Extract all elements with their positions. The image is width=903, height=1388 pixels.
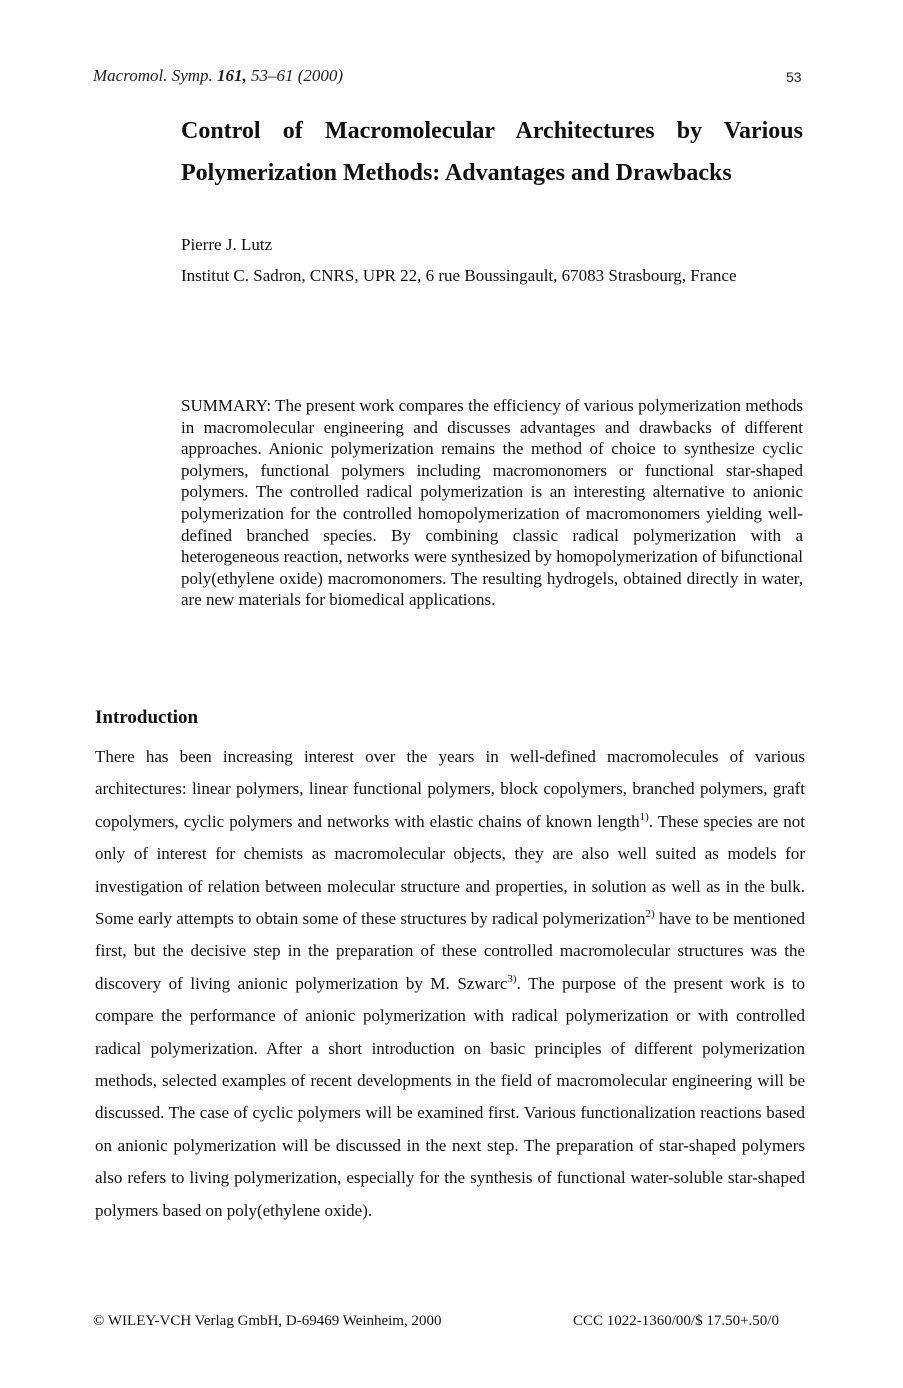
intro-text-4: . The purpose of the present work is to compare the performance of anionic polymerization with radical polymerization or with controlled radical polymerization. After a short introduction on basic principles of different polymerization methods, selected examples of recent developments in the field of macromolecular engineering will be discussed. The case of cyclic polymers will be examined first. Various functionalization reactions based on anionic polymerization will be discussed in the next step. The preparation of star-shaped polymers also refers to living polymerization, especially for the synthesis of functional water-soluble star-shaped polymers based on poly(ethylene oxide). (95, 973, 805, 1220)
intro-text-3: have to be mentioned first, but the decisive step in the preparation of these controlled macromolecular structures was the discovery of living anionic polymerization by M. Szwarc (95, 909, 805, 993)
intro-text-1: There has been increasing interest over the years in well-defined macromolecules of various architectures: linear polymers, linear functional polymers, block copolymers, branched polymers, graft copolymers, cyclic polymers and networks with elastic chains of known length (95, 747, 805, 831)
running-head (93, 66, 343, 86)
reference-citation-1: 1) (639, 810, 649, 823)
section-heading-introduction: Introduction (95, 707, 199, 728)
footer-copyright: © WILEY-VCH Verlag GmbH, D-69469 Weinheim, 2000 (93, 1313, 442, 1329)
article-title-line-1: Control of Macromolecular Architectures by Various (181, 118, 803, 144)
journal-name: Macromol. Symp. (93, 66, 213, 85)
journal-volume: 161, (217, 66, 247, 85)
article-title-line-2: Polymerization Methods: Advantages and Drawbacks (181, 160, 732, 186)
intro-text-2: . These species are not only of interest for chemists as macromolecular objects, they are also well suited as models for investigation of relation between molecular structure and properties, in solution as well as in the bulk. Some early attempts to obtain some of these structures by radical polymerization (95, 811, 805, 929)
reference-citation-2: 2) (645, 908, 655, 921)
footer-ccc-code: CCC 1022-1360/00/$ 17.50+.50/0 (573, 1313, 779, 1329)
journal-pages-year: 53–61 (2000) (251, 66, 344, 85)
page-number: 53 (786, 69, 802, 85)
article-title (181, 110, 803, 194)
reference-citation-3: 3) (507, 972, 517, 985)
introduction-paragraph (95, 741, 805, 1227)
author-affiliation: Institut C. Sadron, CNRS, UPR 22, 6 rue Boussingault, 67083 Strasbourg, France (181, 266, 737, 285)
author-name: Pierre J. Lutz (181, 235, 273, 254)
abstract-summary: SUMMARY: The present work compares the efficiency of various polymerization methods in macromolecular engineering and discusses advantages and drawbacks of different approaches. Anionic polymerization remains the method of choice to synthesize cyclic polymers, functional polymers including macromonomers or functional star-shaped polymers. The controlled radical polymerization is an interesting alternative to anionic polymerization for the controlled homopolymerization of macromonomers yielding well-defined branched species. By combining classic radical polymerization with a heterogeneous reaction, networks were synthesized by homopolymerization of bifunctional poly(ethylene oxide) macromonomers. The resulting hydrogels, obtained directly in water, are new materials for biomedical applications. (181, 396, 803, 610)
